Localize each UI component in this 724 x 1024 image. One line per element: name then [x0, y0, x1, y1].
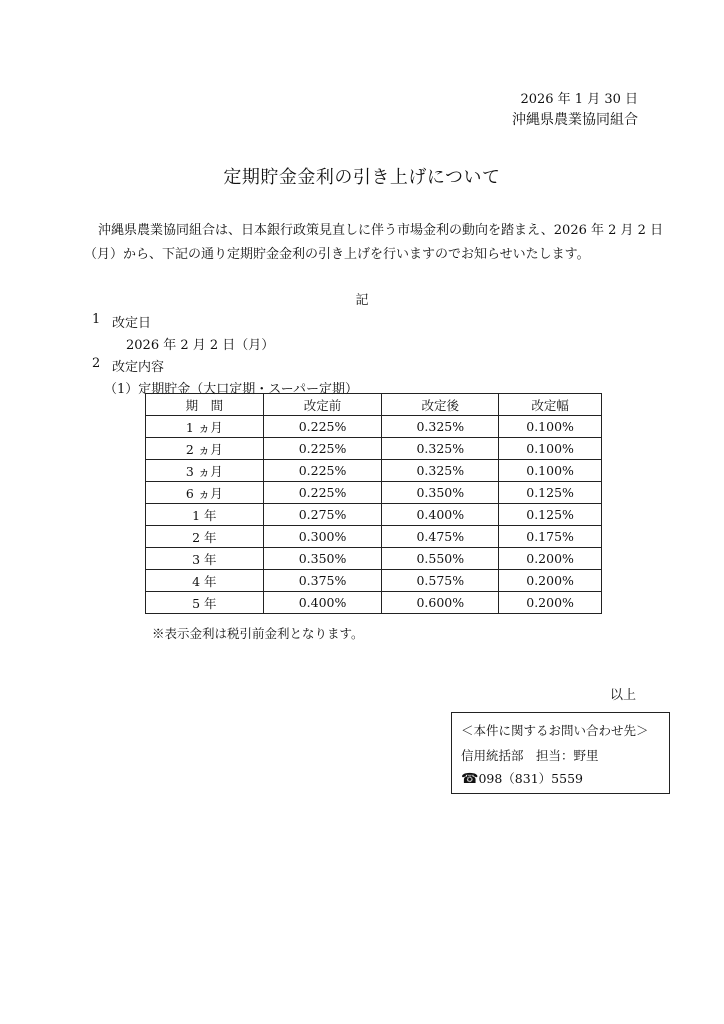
- contact-box: [451, 712, 670, 794]
- period-cell: 5 年: [146, 592, 264, 614]
- issuer-name: 沖縄県農業協同組合: [512, 112, 638, 128]
- contact-phone-line: [461, 769, 583, 787]
- before-rate-cell: 0.225%: [263, 416, 382, 438]
- contact-heading: ＜本件に関するお問い合わせ先＞: [461, 723, 649, 738]
- change-cell: 0.100%: [499, 438, 602, 460]
- table-row: [146, 570, 602, 592]
- rate-table: [145, 393, 602, 614]
- after-rate-cell: 0.325%: [382, 416, 499, 438]
- table-row: [146, 460, 602, 482]
- after-rate-cell: 0.325%: [382, 438, 499, 460]
- table-row: [146, 482, 602, 504]
- contact-phone[interactable]: 098（831）5559: [478, 771, 583, 786]
- section-1-title: 改定日: [112, 316, 152, 331]
- table-row: [146, 504, 602, 526]
- after-rate-cell: 0.350%: [382, 482, 499, 504]
- section-2-number: 2: [92, 356, 101, 371]
- period-cell: 3 年: [146, 548, 264, 570]
- period-cell: 1 ヵ月: [146, 416, 264, 438]
- contact-department: 信用統括部 担当：野里: [461, 748, 599, 763]
- header-change: 改定幅: [499, 394, 602, 416]
- period-cell: 1 年: [146, 504, 264, 526]
- after-rate-cell: 0.600%: [382, 592, 499, 614]
- table-row: [146, 416, 602, 438]
- before-rate-cell: 0.350%: [263, 548, 382, 570]
- period-cell: 3 ヵ月: [146, 460, 264, 482]
- tax-note: ※表示金利は税引前金利となります。: [152, 626, 364, 641]
- document-title: 定期貯金金利の引き上げについて: [223, 167, 501, 188]
- before-rate-cell: 0.400%: [263, 592, 382, 614]
- after-rate-cell: 0.575%: [382, 570, 499, 592]
- header-period: 期 間: [146, 394, 264, 416]
- section-2-subtitle: （1）定期貯金（大口定期・スーパー定期）: [104, 382, 358, 397]
- table-row: [146, 548, 602, 570]
- change-cell: 0.200%: [499, 570, 602, 592]
- change-cell: 0.100%: [499, 416, 602, 438]
- period-cell: 2 ヵ月: [146, 438, 264, 460]
- before-rate-cell: 0.300%: [263, 526, 382, 548]
- header-before: 改定前: [263, 394, 382, 416]
- before-rate-cell: 0.375%: [263, 570, 382, 592]
- closing-mark: 以上: [609, 688, 636, 703]
- change-cell: 0.200%: [499, 592, 602, 614]
- body-line-1: 沖縄県農業協同組合は、日本銀行政策見直しに伴う市場金利の動向を踏まえ、2026 年 2 月 2 日: [98, 223, 664, 238]
- phone-icon: ☎: [461, 771, 479, 787]
- body-line-2: （月）から、下記の通り定期貯金金利の引き上げを行いますのでお知らせいたします。: [84, 247, 590, 262]
- change-cell: 0.100%: [499, 460, 602, 482]
- period-cell: 2 年: [146, 526, 264, 548]
- change-cell: 0.125%: [499, 504, 602, 526]
- revision-date: 2026 年 2 月 2 日（月）: [126, 338, 275, 353]
- section-2-title: 改定内容: [112, 360, 165, 375]
- before-rate-cell: 0.225%: [263, 438, 382, 460]
- table-row: [146, 592, 602, 614]
- before-rate-cell: 0.225%: [263, 460, 382, 482]
- after-rate-cell: 0.400%: [382, 504, 499, 526]
- before-rate-cell: 0.225%: [263, 482, 382, 504]
- after-rate-cell: 0.475%: [382, 526, 499, 548]
- ki-marker: 記: [355, 293, 369, 308]
- period-cell: 6 ヵ月: [146, 482, 264, 504]
- change-cell: 0.125%: [499, 482, 602, 504]
- header-after: 改定後: [382, 394, 499, 416]
- table-row: [146, 526, 602, 548]
- table-header-row: [146, 394, 602, 416]
- document-date: 2026 年 1 月 30 日: [520, 92, 638, 107]
- section-1-number: 1: [92, 312, 101, 327]
- change-cell: 0.200%: [499, 548, 602, 570]
- change-cell: 0.175%: [499, 526, 602, 548]
- table-row: [146, 438, 602, 460]
- before-rate-cell: 0.275%: [263, 504, 382, 526]
- after-rate-cell: 0.325%: [382, 460, 499, 482]
- after-rate-cell: 0.550%: [382, 548, 499, 570]
- period-cell: 4 年: [146, 570, 264, 592]
